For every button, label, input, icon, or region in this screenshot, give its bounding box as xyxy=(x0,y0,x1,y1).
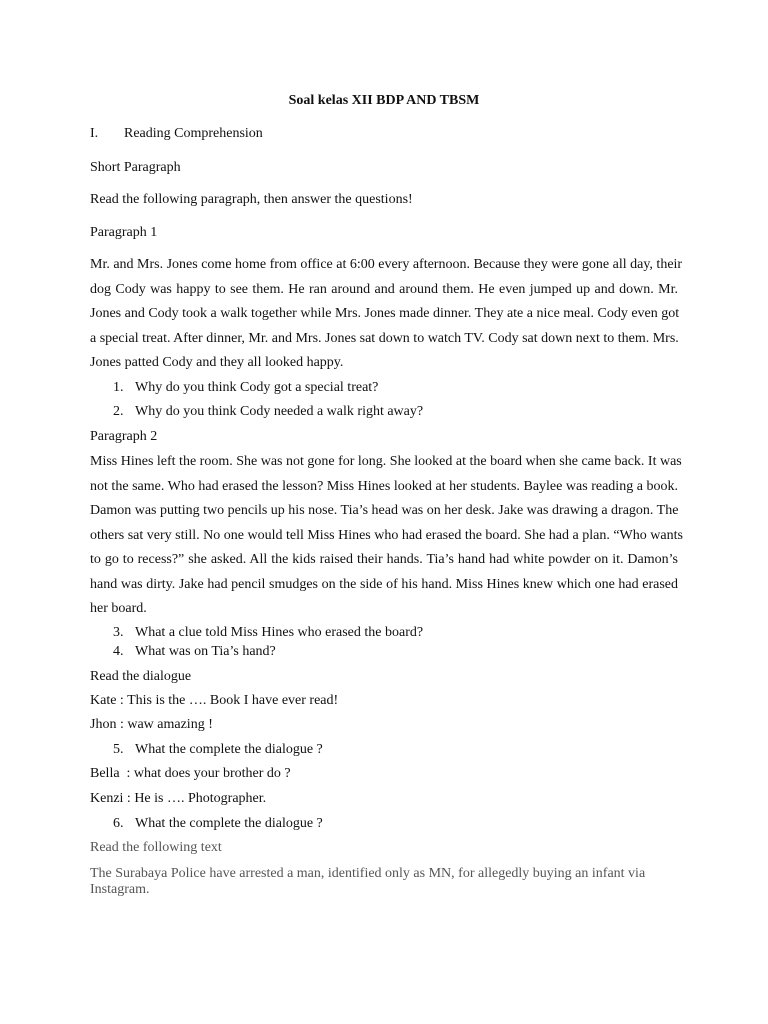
question-text: Why do you think Cody got a special treat? xyxy=(135,380,379,395)
dialogue-line: Jhon : waw amazing ! xyxy=(90,717,213,732)
text-section-line: Instagram. xyxy=(90,882,150,897)
question-text: What the complete the dialogue ? xyxy=(135,742,323,757)
question-number: 6. xyxy=(113,816,124,831)
question-2 xyxy=(113,404,423,420)
paragraph1-line: dog Cody was happy to see them. He ran around and around them. He even jumped up and down. Mr. xyxy=(90,281,678,297)
dialogue-line: Bella : what does your brother do ? xyxy=(90,766,291,781)
question-4 xyxy=(113,644,276,660)
dialogue-line: Kenzi : He is …. Photographer. xyxy=(90,791,267,806)
paragraph2-line: not the same. Who had erased the lesson? Miss Hines looked at her students. Baylee was reading a book. xyxy=(90,478,678,494)
question-text: What a clue told Miss Hines who erased the board? xyxy=(135,625,424,640)
paragraph2-line: others sat very still. No one would tell Miss Hines who had erased the board. She had a plan. “Who wants xyxy=(90,527,683,543)
question-1 xyxy=(113,380,378,396)
dialogue-heading: Read the dialogue xyxy=(90,669,192,684)
short-paragraph-heading: Short Paragraph xyxy=(90,160,181,175)
paragraph2-line: hand was dirty. Jake had pencil smudges on the side of his hand. Miss Hines knew which one had erased xyxy=(90,576,678,592)
question-text: What was on Tia’s hand? xyxy=(135,644,276,659)
question-number: 3. xyxy=(113,625,124,640)
instruction-text: Read the following paragraph, then answer the questions! xyxy=(90,192,413,207)
paragraph1-line: a special treat. After dinner, Mr. and Mrs. Jones sat down to watch TV. Cody sat down next to them. Mrs. xyxy=(90,330,679,346)
question-number: 5. xyxy=(113,742,124,757)
text-section-line: The Surabaya Police have arrested a man, identified only as MN, for allegedly buying an infant via xyxy=(90,866,646,881)
section-label: Reading Comprehension xyxy=(124,126,263,141)
question-6 xyxy=(113,816,323,832)
paragraph2-line: Damon was putting two pencils up his nose. Tia’s head was on her desk. Jake was drawing a dragon. The xyxy=(90,503,679,518)
paragraph1-heading: Paragraph 1 xyxy=(90,225,158,240)
dialogue-line: Kate : This is the …. Book I have ever read! xyxy=(90,693,339,708)
text-section-body xyxy=(90,866,670,898)
page-title: Soal kelas XII BDP AND TBSM xyxy=(288,93,480,108)
question-text: What the complete the dialogue ? xyxy=(135,816,323,831)
section-heading xyxy=(90,126,263,142)
paragraph1-line: Jones and Cody took a walk together while Mrs. Jones made dinner. They ate a nice meal. Cody even got xyxy=(90,306,680,321)
paragraph1-line: Jones patted Cody and they all looked happy. xyxy=(90,355,344,370)
question-number: 1. xyxy=(113,380,124,395)
section-number: I. xyxy=(90,126,99,141)
text-section-heading: Read the following text xyxy=(90,840,222,855)
paragraph1-line: Mr. and Mrs. Jones come home from office at 6:00 every afternoon. Because they were gone all day, their xyxy=(90,257,683,272)
paragraph2-heading: Paragraph 2 xyxy=(90,429,158,444)
question-number: 4. xyxy=(113,644,124,659)
paragraph2-line: Miss Hines left the room. She was not gone for long. She looked at the board when she came back. It was xyxy=(90,454,682,469)
paragraph2-text xyxy=(90,450,683,622)
question-number: 2. xyxy=(113,404,124,419)
question-3 xyxy=(113,625,423,641)
question-text: Why do you think Cody needed a walk right away? xyxy=(135,404,424,419)
question-5 xyxy=(113,742,323,758)
paragraph2-line: her board. xyxy=(90,601,147,616)
paragraph2-line: to go to recess?” she asked. All the kids raised their hands. Tia’s hand had white powder on it. Damon’s xyxy=(90,552,678,567)
paragraph1-text xyxy=(90,253,683,376)
